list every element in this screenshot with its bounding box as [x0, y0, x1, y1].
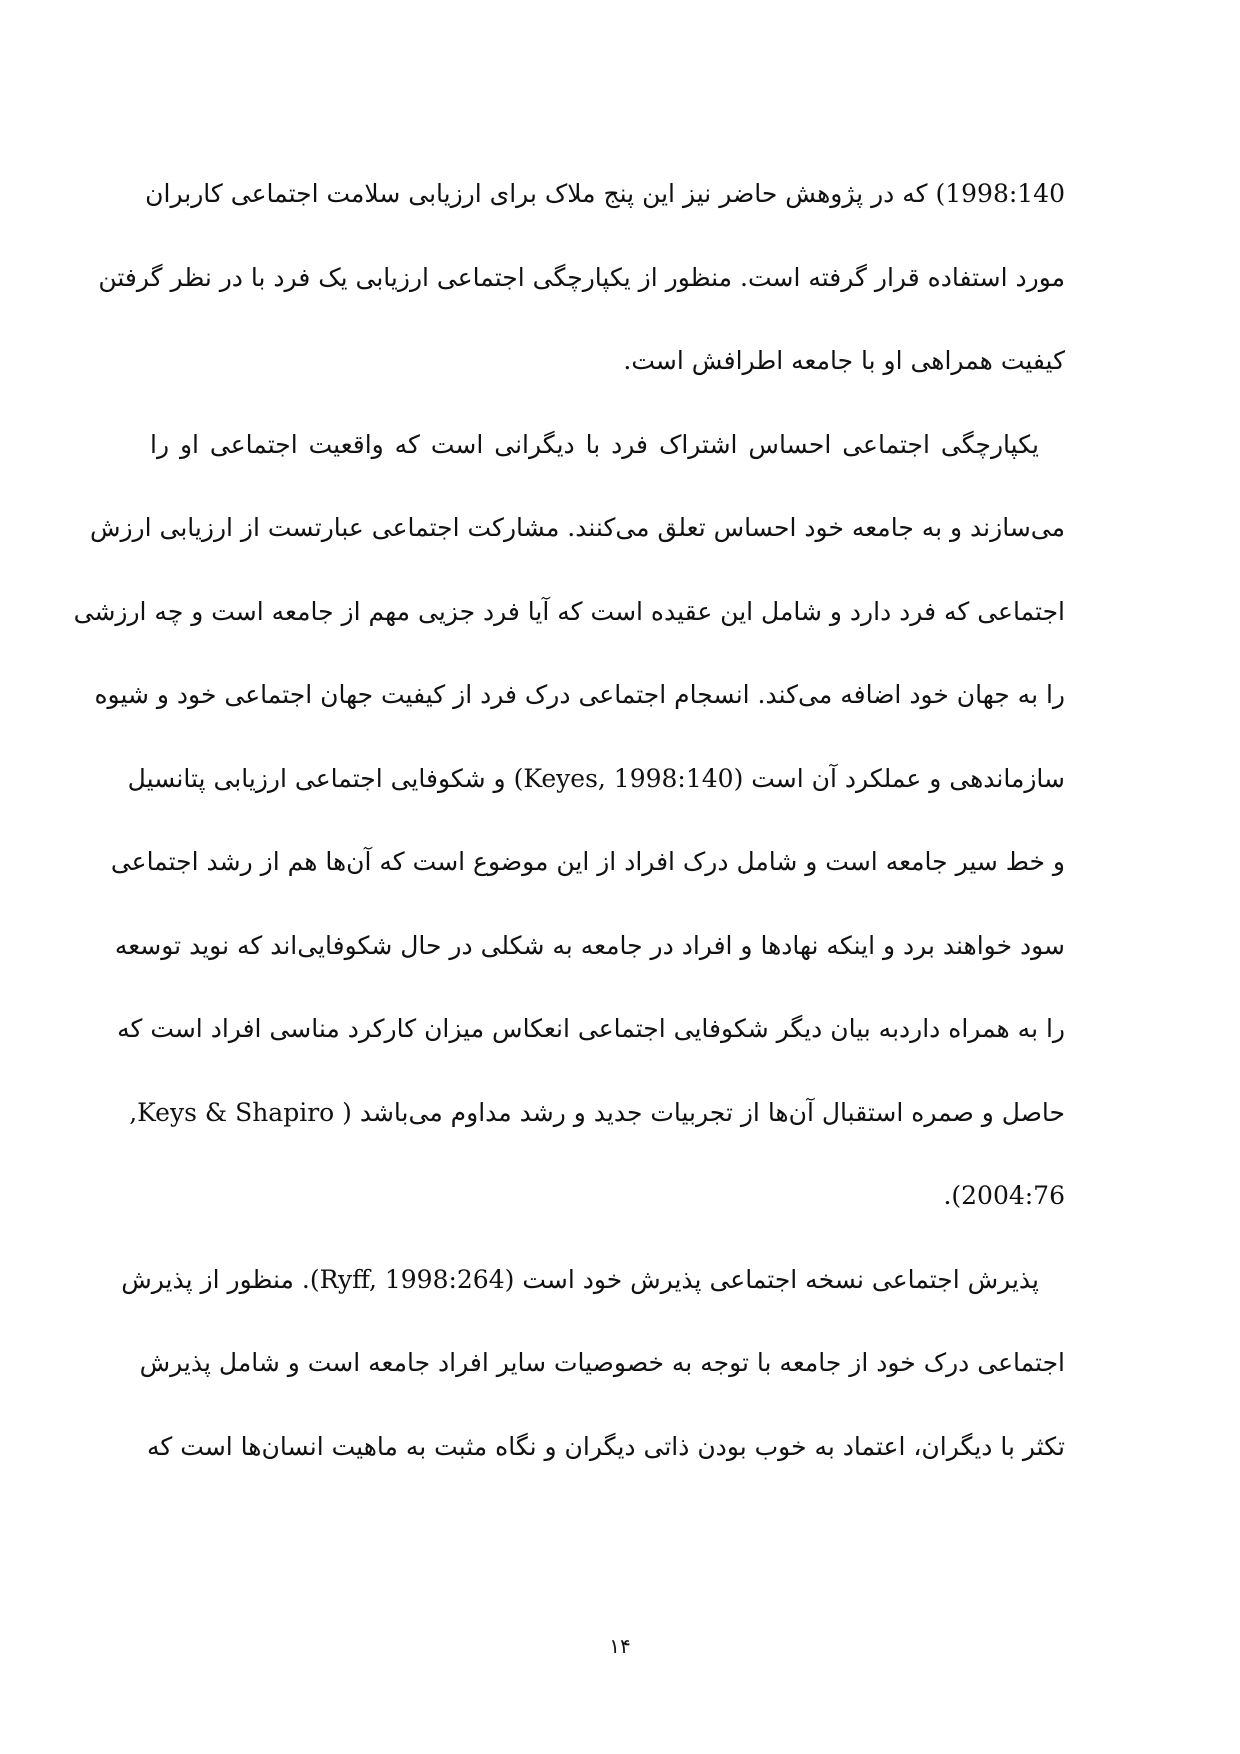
text-line: مورد استفاده قرار گرفته است. منظور از یکپارچگی اجتماعی ارزیابی یک فرد با در نظر گرفتن — [98, 262, 1065, 292]
text-line: را به همراه داردبه بیان دیگر شکوفایی اجتماعی انعکاس میزان کارکرد مناسی افراد است که — [117, 1014, 1065, 1043]
text-line: می‌سازند و به جامعه خود احساس تعلق می‌کنند. مشارکت اجتماعی عبارتست از ارزیابی ارزش — [89, 513, 1065, 542]
body-text — [73, 172, 1065, 1508]
text-line: .(2004:76 — [943, 1181, 1065, 1210]
text-line: سازماندهی و عملکرد آن است (Keyes, 1998:140) و شکوفایی اجتماعی ارزیابی پتانسیل — [127, 763, 1065, 793]
text-line: پذیرش اجتماعی نسخه اجتماعی پذیرش خود است (Ryff, 1998:264). منظور از پذیرش — [121, 1264, 1039, 1294]
text-line: حاصل و صمره استقبال آن‌ها از تجربیات جدید و رشد مداوم می‌باشد ( Keys & Shapiro, — [129, 1097, 1065, 1127]
text-line: و خط سیر جامعه است و شامل درک افراد از این موضوع است که آن‌ها هم از رشد اجتماعی — [110, 847, 1065, 876]
text-line: یکپارچگی اجتماعی احساس اشتراک فرد با دیگرانی است که واقعیت اجتماعی او را — [150, 429, 1039, 459]
text-line: سود خواهند برد و اینکه نهادها و افراد در جامعه به شکلی در حال شکوفایی‌اند که نوید توسعه — [114, 930, 1065, 960]
page-number: ۱۴ — [609, 1634, 631, 1658]
text-line: اجتماعی درک خود از جامعه با توجه به خصوصیات سایر افراد جامعه است و شامل پذیرش — [139, 1348, 1065, 1377]
text-line: را به جهان خود اضافه می‌کند. انسجام اجتماعی درک فرد از کیفیت جهان اجتماعی خود و شیوه — [94, 680, 1065, 709]
text-line: 1998:140) که در پژوهش حاضر نیز این پنج ملاک برای ارزیابی سلامت اجتماعی کاربران — [145, 179, 1065, 208]
text-line: اجتماعی که فرد دارد و شامل این عقیده است که آیا فرد جزیی مهم از جامعه است و چه ارزشی — [73, 596, 1065, 626]
text-line: کیفیت همراهی او با جامعه اطرافش است. — [623, 346, 1065, 375]
text-line: تکثر با دیگران، اعتماد به خوب بودن ذاتی دیگران و نگاه مثبت به ماهیت انسان‌ها است که — [147, 1431, 1065, 1461]
